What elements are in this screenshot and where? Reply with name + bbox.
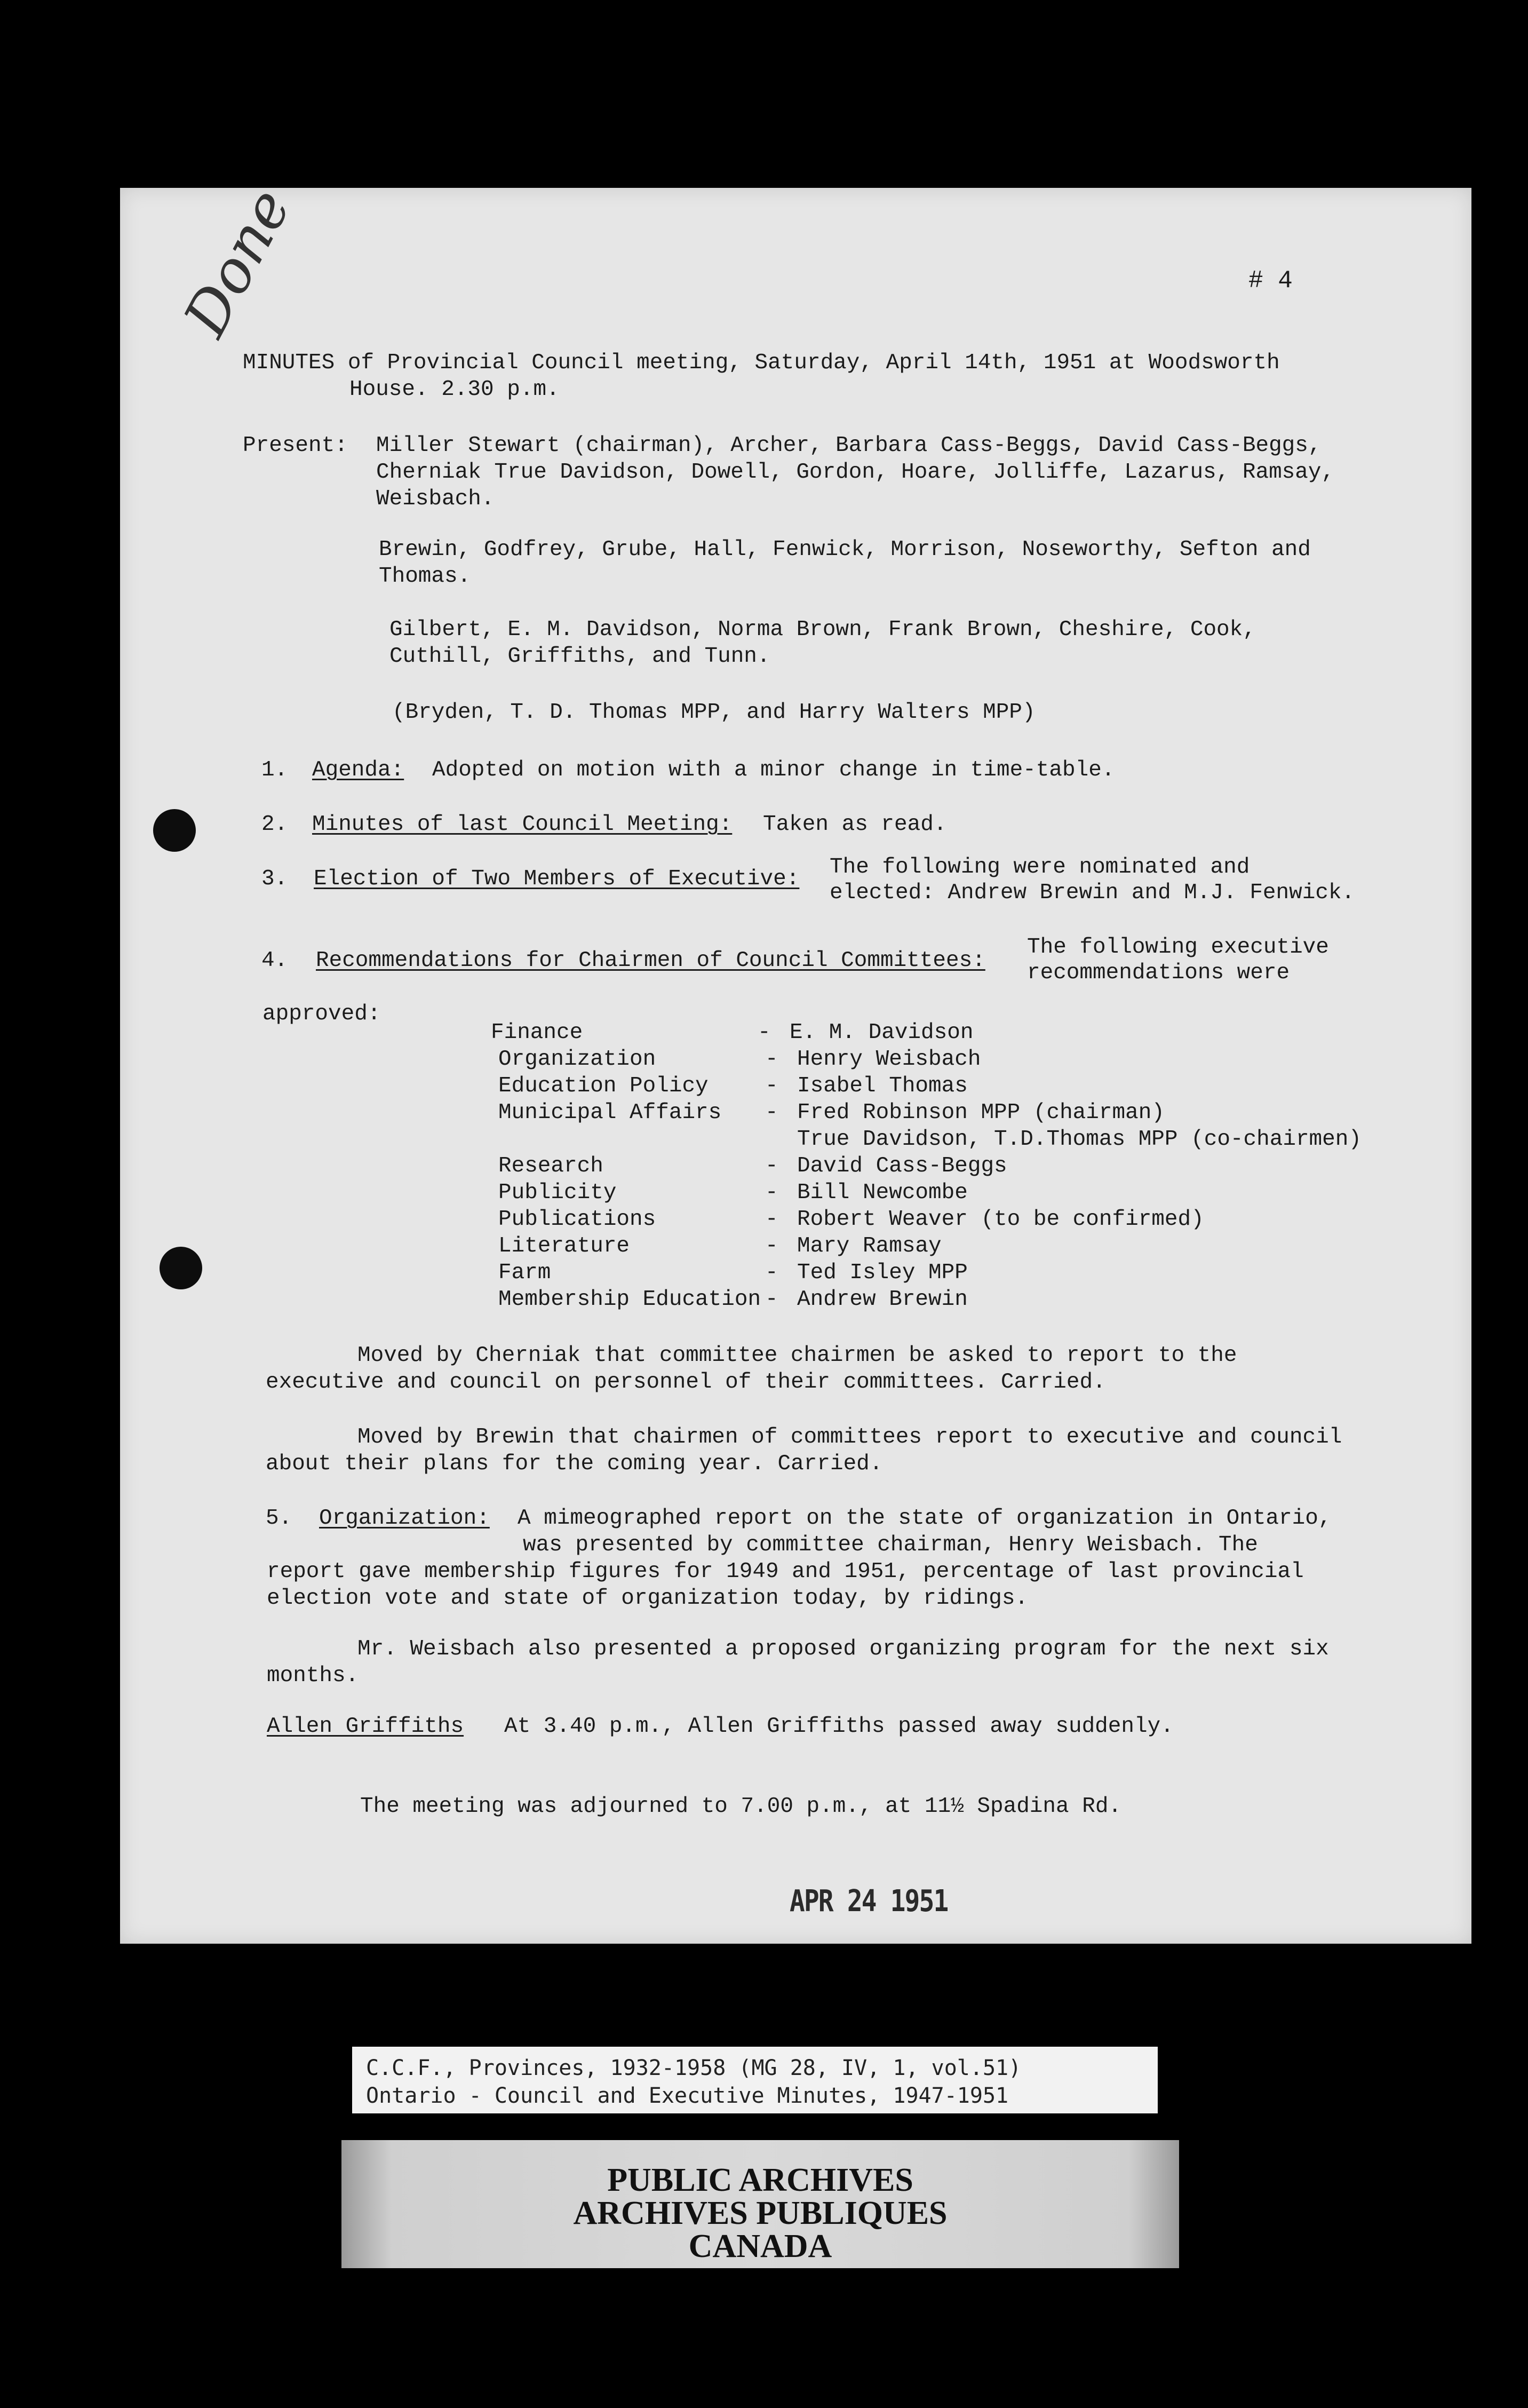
title-line-2: House. 2.30 p.m. [349, 377, 560, 402]
item1-number: 1. [261, 758, 288, 782]
committee-chair: Mary Ramsay [797, 1234, 942, 1258]
present-label: Present: [243, 433, 348, 458]
committee-row [491, 1073, 1362, 1099]
committee-row [491, 1126, 1362, 1153]
committee-row [491, 1099, 1362, 1126]
committee-dash: - [765, 1207, 778, 1232]
group3-line-2: Cuthill, Griffiths, and Tunn. [389, 644, 770, 669]
handwritten-note: Done [171, 178, 304, 347]
banner-line-2: ARCHIVES PUBLIQUES [573, 2195, 948, 2231]
weisbach-line-2: months. [267, 1664, 359, 1688]
item4-text-1: The following executive [1027, 935, 1329, 960]
committee-name: Municipal Affairs [498, 1100, 722, 1125]
committee-chair: E. M. Davidson [790, 1020, 974, 1045]
committee-name [491, 1126, 765, 1153]
motion1-line-1: Moved by Cherniak that committee chairmen be asked to report to the [357, 1343, 1237, 1368]
motion2-line-1: Moved by Brewin that chairmen of committees report to executive and council [357, 1425, 1342, 1449]
committee-chair: Robert Weaver (to be confirmed) [797, 1207, 1204, 1232]
committee-chair: Henry Weisbach [797, 1047, 981, 1072]
committee-row [491, 1260, 1362, 1286]
committee-list [491, 1019, 1362, 1313]
banner-line-1: PUBLIC ARCHIVES [607, 2162, 913, 2198]
committee-row [491, 1046, 1362, 1073]
committee-chair: True Davidson, T.D.Thomas MPP (co-chairmen) [797, 1127, 1362, 1152]
item2-heading: Minutes of last Council Meeting: [312, 812, 733, 837]
page-number: # 4 [1248, 267, 1293, 295]
motion1-line-2: executive and council on personnel of their committees. Carried. [266, 1370, 1106, 1395]
committee-row [491, 1019, 1362, 1046]
banner-line-3: CANADA [688, 2228, 832, 2264]
item4-heading: Recommendations for Chairmen of Council Committees: [316, 948, 985, 973]
weisbach-line-1: Mr. Weisbach also presented a proposed organizing program for the next six [357, 1637, 1329, 1661]
title-line-1: MINUTES of Provincial Council meeting, Saturday, April 14th, 1951 at Woodsworth [243, 351, 1280, 375]
group4-line: (Bryden, T. D. Thomas MPP, and Harry Walters MPP) [392, 700, 1036, 725]
griffiths-heading: Allen Griffiths [267, 1714, 464, 1739]
date-stamp: APR 24 1951 [790, 1884, 948, 1919]
archive-label-line-2: Ontario - Council and Executive Minutes, 1947-1951 [366, 2084, 1009, 2108]
archives-banner [341, 2140, 1179, 2268]
present-line-3: Weisbach. [376, 487, 495, 511]
committee-dash [765, 1126, 797, 1153]
committee-name: Organization [498, 1047, 656, 1072]
committee-name: Farm [498, 1261, 551, 1285]
committee-row [491, 1233, 1362, 1260]
committee-row [491, 1286, 1362, 1313]
committee-name: Research [498, 1154, 603, 1178]
committee-dash: - [765, 1234, 778, 1258]
committee-dash: - [765, 1100, 778, 1125]
punch-hole-bottom [160, 1247, 202, 1289]
motion2-line-2: about their plans for the coming year. Carried. [266, 1452, 883, 1476]
committee-dash: - [765, 1287, 778, 1312]
item1-heading: Agenda: [312, 758, 404, 782]
item5-line-1: A mimeographed report on the state of organization in Ontario, [518, 1506, 1332, 1531]
item5-line-3: report gave membership figures for 1949 and 1951, percentage of last provincial [267, 1559, 1304, 1584]
archive-label [352, 2047, 1158, 2113]
committee-chair: David Cass-Beggs [797, 1154, 1007, 1178]
committee-row [491, 1206, 1362, 1233]
committee-dash: - [765, 1154, 778, 1178]
adjourn-line: The meeting was adjourned to 7.00 p.m., at 11½ Spadina Rd. [360, 1794, 1122, 1819]
item5-heading: Organization: [319, 1506, 490, 1531]
item3-text-1: The following were nominated and [830, 855, 1250, 880]
item4-text-2: recommendations were [1027, 961, 1290, 985]
committee-dash: - [758, 1020, 771, 1045]
committee-name: Publicity [498, 1181, 617, 1205]
committee-chair: Andrew Brewin [797, 1287, 968, 1312]
group2-line-1: Brewin, Godfrey, Grube, Hall, Fenwick, Morrison, Noseworthy, Sefton and [379, 537, 1311, 562]
item5-line-2: was presented by committee chairman, Henry Weisbach. The [523, 1533, 1258, 1557]
committee-dash: - [765, 1181, 778, 1205]
committee-chair: Isabel Thomas [797, 1074, 968, 1098]
committee-row [491, 1179, 1362, 1206]
committee-row [491, 1153, 1362, 1179]
group2-line-2: Thomas. [379, 564, 471, 589]
committee-name: Literature [498, 1234, 630, 1258]
present-line-1: Miller Stewart (chairman), Archer, Barbara Cass-Beggs, David Cass-Beggs, [376, 433, 1322, 458]
committee-chair: Bill Newcombe [797, 1181, 968, 1205]
item3-text-2: elected: Andrew Brewin and M.J. Fenwick. [830, 881, 1355, 905]
committee-dash: - [765, 1261, 778, 1285]
committee-name: Publications [498, 1207, 656, 1232]
item3-heading: Election of Two Members of Executive: [314, 867, 800, 891]
committee-name: Membership Education [498, 1287, 761, 1312]
approved-label: approved: [262, 1002, 381, 1026]
item5-number: 5. [266, 1506, 292, 1531]
committee-chair: Fred Robinson MPP (chairman) [797, 1100, 1165, 1125]
item4-number: 4. [261, 948, 288, 973]
punch-hole-top [153, 809, 196, 852]
item1-text: Adopted on motion with a minor change in time-table. [432, 758, 1115, 782]
group3-line-1: Gilbert, E. M. Davidson, Norma Brown, Frank Brown, Cheshire, Cook, [389, 617, 1256, 642]
committee-dash: - [765, 1074, 778, 1098]
present-line-2: Cherniak True Davidson, Dowell, Gordon, Hoare, Jolliffe, Lazarus, Ramsay, [376, 460, 1335, 485]
item5-line-4: election vote and state of organization today, by ridings. [267, 1586, 1029, 1611]
griffiths-text: At 3.40 p.m., Allen Griffiths passed away suddenly. [504, 1714, 1174, 1739]
committee-name: Education Policy [498, 1074, 709, 1098]
item3-number: 3. [261, 867, 288, 891]
item2-text: Taken as read. [763, 812, 947, 837]
archive-label-line-1: C.C.F., Provinces, 1932-1958 (MG 28, IV, 1, vol.51) [366, 2056, 1022, 2080]
committee-chair: Ted Isley MPP [797, 1261, 968, 1285]
committee-name: Finance [491, 1020, 583, 1045]
item2-number: 2. [261, 812, 288, 837]
committee-dash: - [765, 1047, 778, 1072]
